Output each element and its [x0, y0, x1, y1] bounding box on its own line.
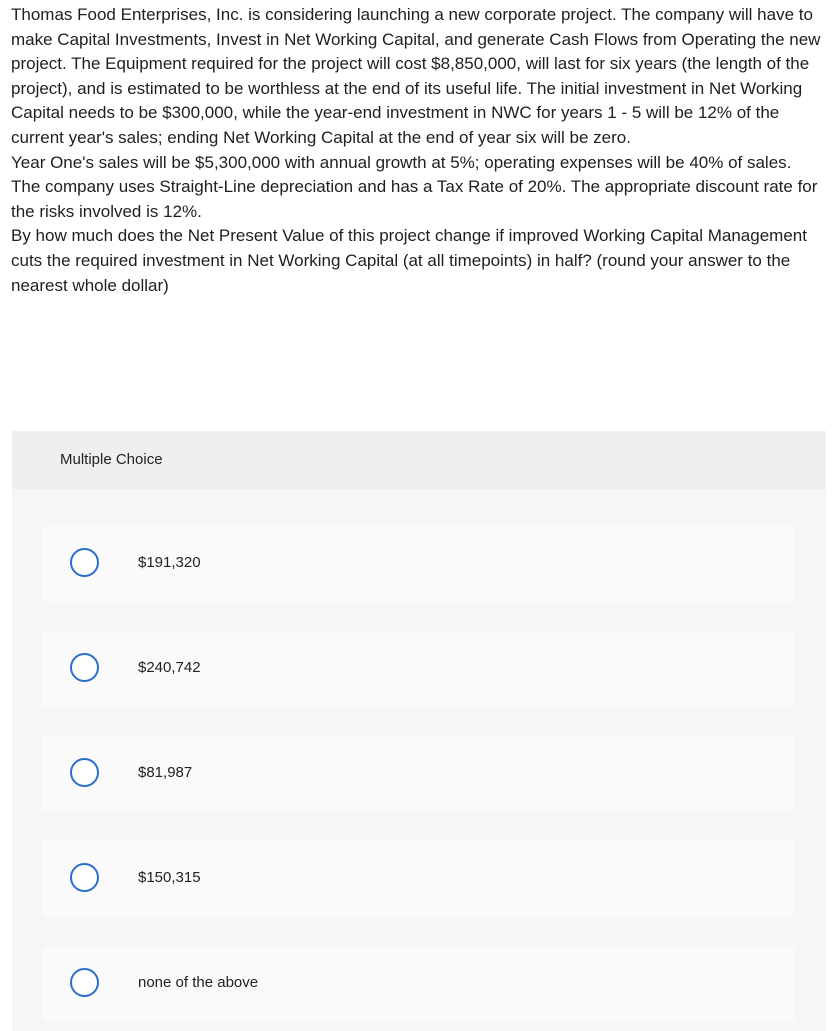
- question-paragraph-2: Year One's sales will be $5,300,000 with annual growth at 5%; operating expenses will be 40% of sales.: [11, 152, 792, 172]
- answer-option-label: $81,987: [138, 764, 193, 781]
- question-paragraph-4: By how much does the Net Present Value of this project change if improved Working Capital Management cuts the required investment in Net Working Capital (at all timepoints) in half? (round your answer to the nearest whole dollar): [11, 226, 807, 295]
- radio-button-icon[interactable]: [70, 968, 99, 997]
- answer-option-5[interactable]: [42, 946, 794, 1022]
- radio-button-icon[interactable]: [70, 758, 99, 787]
- radio-button-icon[interactable]: [70, 548, 99, 577]
- answer-option-1[interactable]: [42, 526, 794, 602]
- question-paragraph-3: The company uses Straight-Line depreciation and has a Tax Rate of 20%. The appropriate discount rate for the risks involved is 12%.: [11, 177, 818, 221]
- answer-option-label: $150,315: [138, 869, 201, 886]
- multiple-choice-header: [12, 431, 826, 489]
- answer-option-label: $240,742: [138, 659, 201, 676]
- radio-button-icon[interactable]: [70, 653, 99, 682]
- question-paragraph-1: Thomas Food Enterprises, Inc. is considering launching a new corporate project. The company will have to make Capital Investments, Invest in Net Working Capital, and generate Cash Flows from Operating the new project. The Equipment required for the project will cost $8,850,000, will last for six years (the length of the project), and is estimated to be worthless at the end of its useful life. The initial investment in Net Working Capital needs to be $300,000, while the year-end investment in NWC for years 1 - 5 will be 12% of the current year's sales; ending Net Working Capital at the end of year six will be zero.: [11, 5, 821, 147]
- radio-button-icon[interactable]: [70, 863, 99, 892]
- answer-option-4[interactable]: [42, 841, 794, 917]
- multiple-choice-title: Multiple Choice: [60, 451, 163, 468]
- question-text: [11, 3, 833, 298]
- multiple-choice-panel: [12, 431, 826, 1031]
- answer-option-label: $191,320: [138, 554, 201, 571]
- answer-option-3[interactable]: [42, 736, 794, 812]
- answer-option-label: none of the above: [138, 974, 259, 991]
- answer-option-2[interactable]: [42, 631, 794, 707]
